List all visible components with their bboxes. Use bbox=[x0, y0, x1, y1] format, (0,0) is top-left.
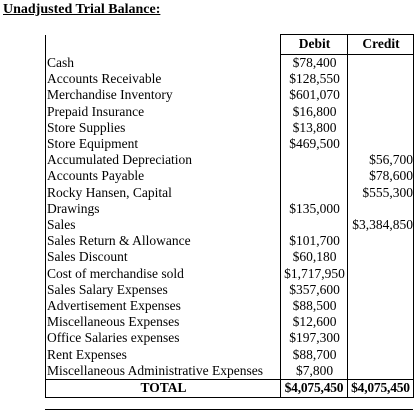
account-cell: Sales Discount bbox=[46, 249, 281, 265]
debit-cell: $88,500 bbox=[281, 298, 348, 314]
table-row bbox=[46, 168, 414, 184]
debit-cell: $88,700 bbox=[281, 347, 348, 363]
account-cell: Accounts Payable bbox=[46, 168, 281, 184]
account-cell: Advertisement Expenses bbox=[46, 298, 281, 314]
account-cell: Cash bbox=[46, 55, 281, 72]
table-row bbox=[46, 233, 414, 249]
debit-cell: $197,300 bbox=[281, 330, 348, 346]
credit-cell: $3,384,850 bbox=[348, 217, 414, 233]
table-row bbox=[46, 347, 414, 363]
table-row bbox=[46, 71, 414, 87]
credit-cell bbox=[348, 87, 414, 103]
credit-cell bbox=[348, 71, 414, 87]
page-title: Unadjusted Trial Balance: bbox=[3, 2, 161, 17]
account-cell: Rocky Hansen, Capital bbox=[46, 185, 281, 201]
credit-cell bbox=[348, 347, 414, 363]
table-row bbox=[46, 314, 414, 330]
credit-cell bbox=[348, 201, 414, 217]
header-debit: Debit bbox=[281, 35, 348, 55]
table-row bbox=[46, 298, 414, 314]
account-cell: Sales bbox=[46, 217, 281, 233]
total-row bbox=[46, 380, 414, 398]
debit-cell: $101,700 bbox=[281, 233, 348, 249]
credit-cell bbox=[348, 120, 414, 136]
credit-cell: $555,300 bbox=[348, 185, 414, 201]
credit-cell bbox=[348, 363, 414, 380]
table-row bbox=[46, 249, 414, 265]
debit-cell: $128,550 bbox=[281, 71, 348, 87]
bottom-rule bbox=[45, 409, 413, 410]
total-debit: $4,075,450 bbox=[281, 380, 348, 398]
account-cell: Sales Salary Expenses bbox=[46, 282, 281, 298]
debit-cell: $135,000 bbox=[281, 201, 348, 217]
debit-cell: $601,070 bbox=[281, 87, 348, 103]
table-row bbox=[46, 266, 414, 282]
total-credit: $4,075,450 bbox=[348, 380, 414, 398]
debit-cell bbox=[281, 168, 348, 184]
debit-cell: $1,717,950 bbox=[281, 266, 348, 282]
account-cell: Miscellaneous Administrative Expenses bbox=[46, 363, 281, 380]
debit-cell bbox=[281, 152, 348, 168]
account-cell: Office Salaries expenses bbox=[46, 330, 281, 346]
account-cell: Rent Expenses bbox=[46, 347, 281, 363]
debit-cell: $357,600 bbox=[281, 282, 348, 298]
credit-cell: $78,600 bbox=[348, 168, 414, 184]
debit-cell: $469,500 bbox=[281, 136, 348, 152]
table-row bbox=[46, 104, 414, 120]
debit-cell: $12,600 bbox=[281, 314, 348, 330]
account-cell: Cost of merchandise sold bbox=[46, 266, 281, 282]
total-label: TOTAL bbox=[46, 380, 281, 398]
debit-cell: $7,800 bbox=[281, 363, 348, 380]
credit-cell: $56,700 bbox=[348, 152, 414, 168]
debit-cell: $13,800 bbox=[281, 120, 348, 136]
table-row bbox=[46, 136, 414, 152]
credit-cell bbox=[348, 266, 414, 282]
table-row bbox=[46, 201, 414, 217]
debit-cell: $16,800 bbox=[281, 104, 348, 120]
debit-cell: $60,180 bbox=[281, 249, 348, 265]
table-row bbox=[46, 330, 414, 346]
table-header-row bbox=[46, 35, 414, 55]
credit-cell bbox=[348, 330, 414, 346]
account-cell: Sales Return & Allowance bbox=[46, 233, 281, 249]
debit-cell bbox=[281, 185, 348, 201]
credit-cell bbox=[348, 55, 414, 72]
table-row bbox=[46, 152, 414, 168]
credit-cell bbox=[348, 233, 414, 249]
account-cell: Store Supplies bbox=[46, 120, 281, 136]
credit-cell bbox=[348, 249, 414, 265]
account-cell: Drawings bbox=[46, 201, 281, 217]
table-row bbox=[46, 217, 414, 233]
table-row bbox=[46, 282, 414, 298]
account-cell: Merchandise Inventory bbox=[46, 87, 281, 103]
credit-cell bbox=[348, 136, 414, 152]
table-row bbox=[46, 363, 414, 380]
account-cell: Store Equipment bbox=[46, 136, 281, 152]
debit-cell bbox=[281, 217, 348, 233]
table-body bbox=[46, 55, 414, 380]
debit-cell: $78,400 bbox=[281, 55, 348, 72]
table-row bbox=[46, 55, 414, 72]
account-cell: Prepaid Insurance bbox=[46, 104, 281, 120]
trial-balance-table bbox=[45, 34, 414, 398]
table-row bbox=[46, 87, 414, 103]
header-credit: Credit bbox=[348, 35, 414, 55]
table-row bbox=[46, 120, 414, 136]
account-cell: Accounts Receivable bbox=[46, 71, 281, 87]
account-cell: Miscellaneous Expenses bbox=[46, 314, 281, 330]
table-row bbox=[46, 185, 414, 201]
credit-cell bbox=[348, 282, 414, 298]
header-account bbox=[46, 35, 281, 55]
credit-cell bbox=[348, 104, 414, 120]
credit-cell bbox=[348, 298, 414, 314]
credit-cell bbox=[348, 314, 414, 330]
account-cell: Accumulated Depreciation bbox=[46, 152, 281, 168]
